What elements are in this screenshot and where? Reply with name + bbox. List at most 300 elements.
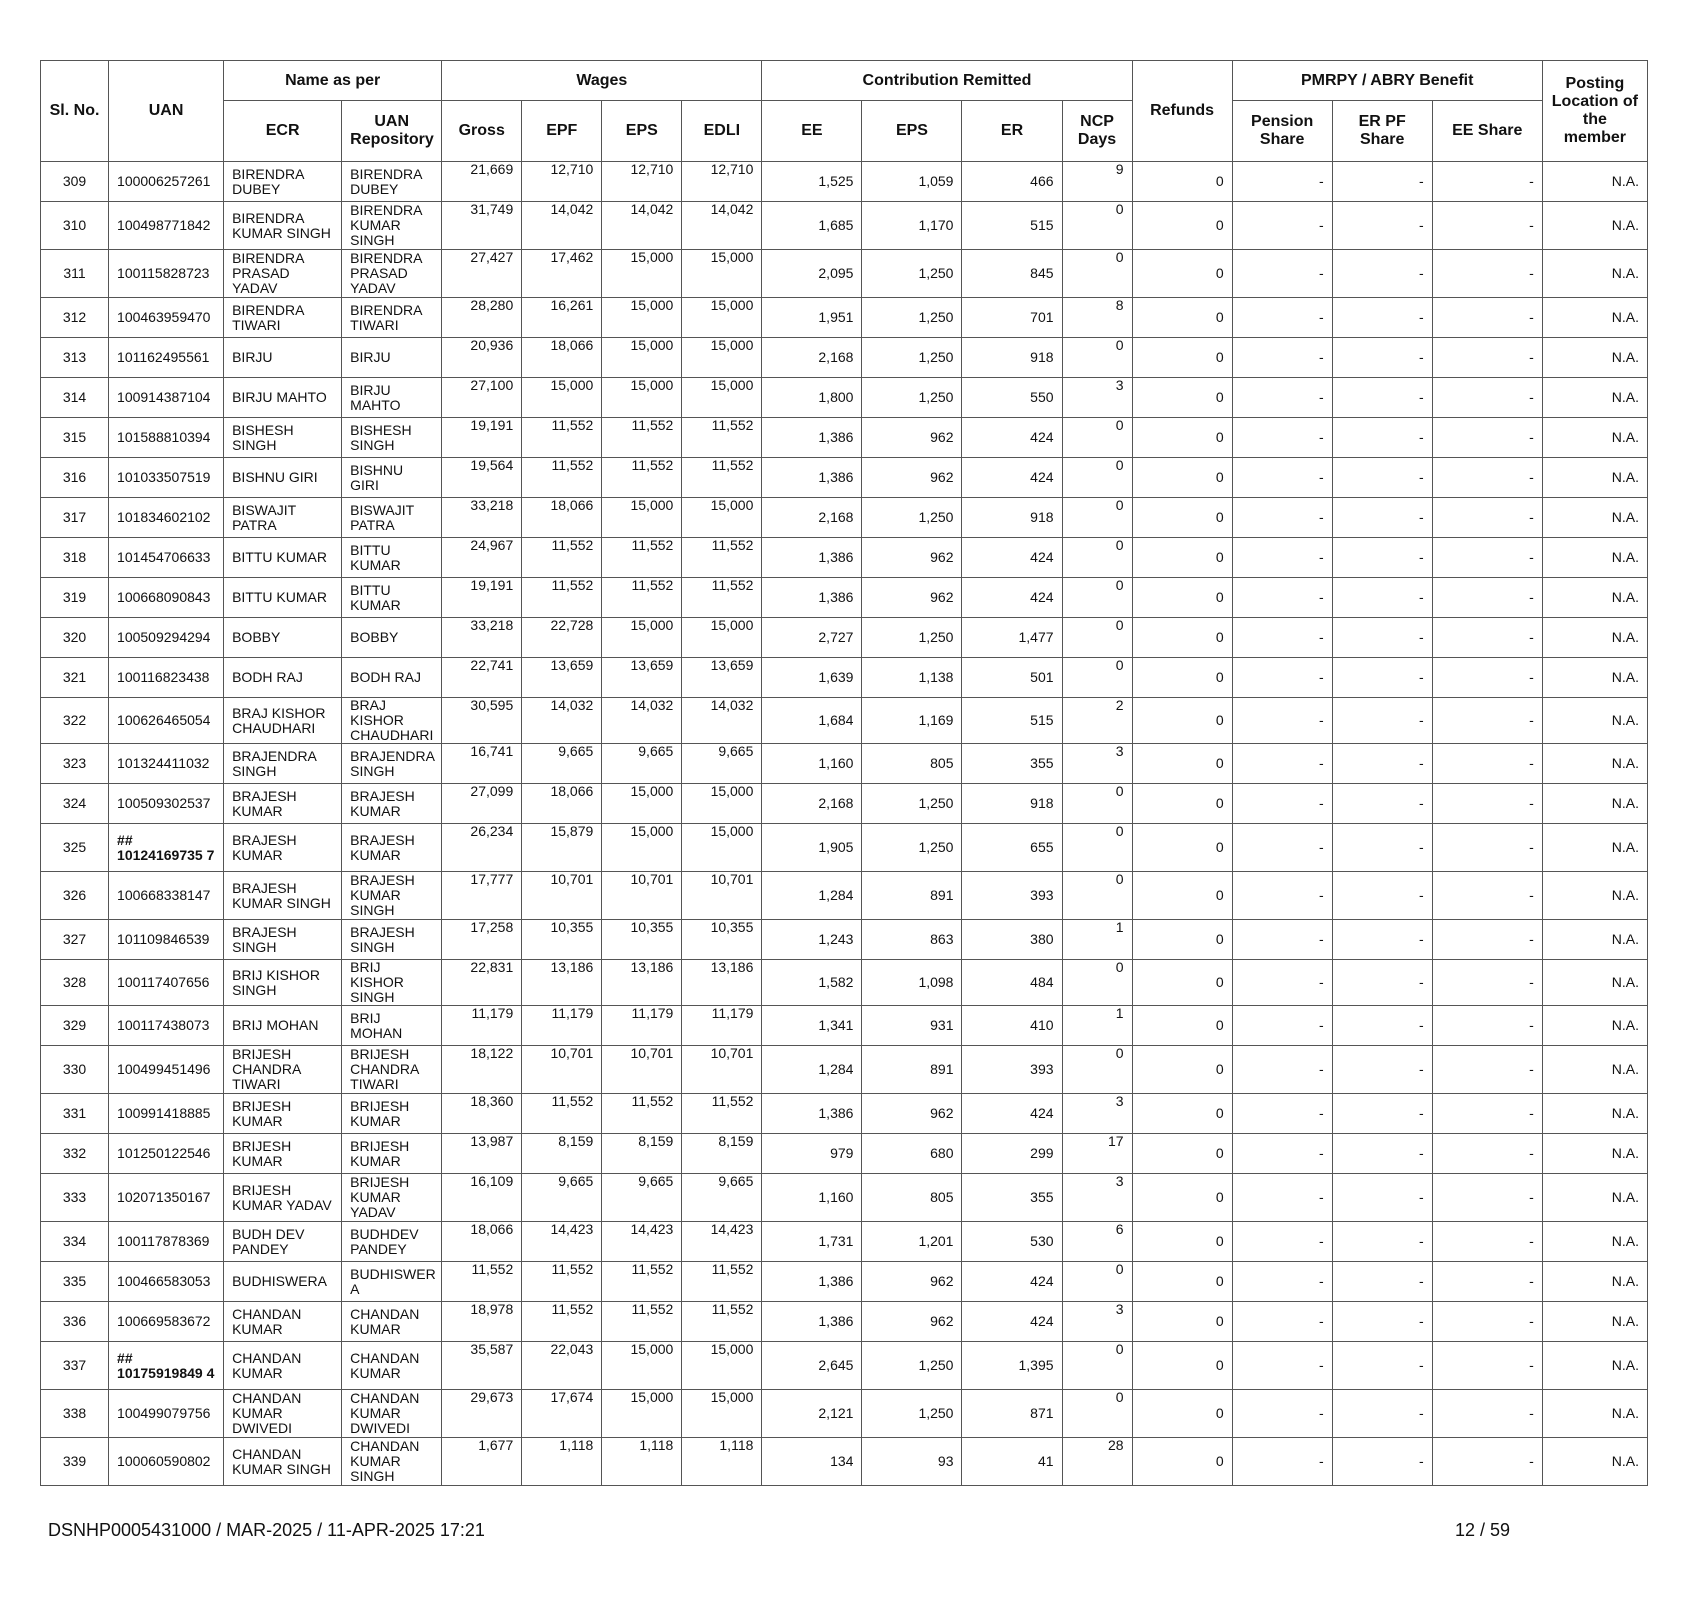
row-pension-share: - [1232,162,1332,202]
row-pension-share: - [1232,1390,1332,1438]
row-name-ecr: BISHESH SINGH [224,418,342,458]
row-name-uan-repository: CHANDAN KUMAR [342,1342,442,1390]
row-ee-share: - [1432,872,1542,920]
row-edli: 15,000 [682,1390,762,1438]
row-edli: 11,552 [682,578,762,618]
row-posting-location: N.A. [1542,1438,1647,1486]
table-row [41,824,1648,872]
row-contribution-eps: 863 [862,920,962,960]
row-uan: 101454706633 [109,538,224,578]
row-wages-eps: 11,552 [602,1302,682,1342]
row-ncp-days: 0 [1062,538,1132,578]
row-name-ecr: BUDHISWERA [224,1262,342,1302]
row-contribution-eps: 1,250 [862,298,962,338]
header-name-as-per: Name as per [224,61,442,101]
row-sl-no: 328 [41,960,109,1006]
row-ee-share: - [1432,538,1542,578]
row-gross: 26,234 [442,824,522,872]
row-er-pf-share: - [1332,378,1432,418]
row-name-ecr: BUDH DEV PANDEY [224,1222,342,1262]
row-name-uan-repository: BIRENDRA DUBEY [342,162,442,202]
row-edli: 8,159 [682,1134,762,1174]
row-sl-no: 335 [41,1262,109,1302]
row-uan: 100914387104 [109,378,224,418]
row-er-pf-share: - [1332,418,1432,458]
row-refunds: 0 [1132,458,1232,498]
row-refunds: 0 [1132,338,1232,378]
row-gross: 18,978 [442,1302,522,1342]
row-name-ecr: BRAJESH KUMAR [224,784,342,824]
row-er: 424 [962,418,1062,458]
row-ncp-days: 0 [1062,784,1132,824]
row-epf: 13,186 [522,960,602,1006]
row-pension-share: - [1232,538,1332,578]
row-uan: 100117878369 [109,1222,224,1262]
row-contribution-eps: 962 [862,418,962,458]
table-row [41,378,1648,418]
row-ncp-days: 0 [1062,1342,1132,1390]
row-name-ecr: BRAJESH KUMAR [224,824,342,872]
row-sl-no: 334 [41,1222,109,1262]
row-pension-share: - [1232,1134,1332,1174]
row-name-uan-repository: CHANDAN KUMAR DWIVEDI [342,1390,442,1438]
row-uan: 100668090843 [109,578,224,618]
row-edli: 13,659 [682,658,762,698]
row-ncp-days: 0 [1062,202,1132,250]
row-name-uan-repository: BIRJU MAHTO [342,378,442,418]
row-name-ecr: BRAJESH KUMAR SINGH [224,872,342,920]
row-name-uan-repository: BRAJESH KUMAR [342,824,442,872]
row-sl-no: 311 [41,250,109,298]
row-ncp-days: 0 [1062,960,1132,1006]
row-pension-share: - [1232,498,1332,538]
row-sl-no: 333 [41,1174,109,1222]
row-gross: 27,427 [442,250,522,298]
row-name-ecr: BRIJESH KUMAR [224,1134,342,1174]
row-contribution-eps: 1,250 [862,1390,962,1438]
row-ee: 1,951 [762,298,862,338]
row-contribution-eps: 1,138 [862,658,962,698]
row-wages-eps: 15,000 [602,1342,682,1390]
row-wages-eps: 11,552 [602,1262,682,1302]
row-name-ecr: BRIJESH KUMAR [224,1094,342,1134]
row-epf: 11,552 [522,458,602,498]
row-contribution-eps: 962 [862,1262,962,1302]
row-ncp-days: 0 [1062,418,1132,458]
row-pension-share: - [1232,1046,1332,1094]
row-ncp-days: 8 [1062,298,1132,338]
row-gross: 11,179 [442,1006,522,1046]
row-edli: 14,042 [682,202,762,250]
row-posting-location: N.A. [1542,824,1647,872]
row-sl-no: 337 [41,1342,109,1390]
row-epf: 11,552 [522,1302,602,1342]
row-gross: 20,936 [442,338,522,378]
row-er: 299 [962,1134,1062,1174]
row-ee-share: - [1432,578,1542,618]
row-gross: 18,360 [442,1094,522,1134]
row-gross: 21,669 [442,162,522,202]
row-er: 515 [962,698,1062,744]
row-er: 393 [962,1046,1062,1094]
table-row [41,784,1648,824]
row-contribution-eps: 1,170 [862,202,962,250]
row-posting-location: N.A. [1542,458,1647,498]
row-ee: 1,243 [762,920,862,960]
row-uan: 101250122546 [109,1134,224,1174]
row-posting-location: N.A. [1542,1222,1647,1262]
row-er: 871 [962,1390,1062,1438]
row-sl-no: 323 [41,744,109,784]
table-row [41,744,1648,784]
row-wages-eps: 14,042 [602,202,682,250]
row-epf: 11,179 [522,1006,602,1046]
row-edli: 10,701 [682,872,762,920]
table-row [41,298,1648,338]
row-refunds: 0 [1132,920,1232,960]
row-uan: 100509302537 [109,784,224,824]
row-posting-location: N.A. [1542,1302,1647,1342]
row-posting-location: N.A. [1542,250,1647,298]
row-name-uan-repository: BRIJ MOHAN [342,1006,442,1046]
row-epf: 10,355 [522,920,602,960]
row-edli: 15,000 [682,618,762,658]
row-gross: 19,191 [442,578,522,618]
table-row [41,1390,1648,1438]
table-row [41,458,1648,498]
row-edli: 11,552 [682,418,762,458]
row-er-pf-share: - [1332,960,1432,1006]
row-uan: 100499079756 [109,1390,224,1438]
row-ncp-days: 1 [1062,920,1132,960]
table-row [41,1174,1648,1222]
table-row [41,338,1648,378]
row-er-pf-share: - [1332,338,1432,378]
row-wages-eps: 9,665 [602,1174,682,1222]
row-uan: 101834602102 [109,498,224,538]
row-epf: 12,710 [522,162,602,202]
row-ncp-days: 17 [1062,1134,1132,1174]
header-gross: Gross [442,101,522,162]
row-er-pf-share: - [1332,1134,1432,1174]
row-er: 1,395 [962,1342,1062,1390]
row-gross: 22,831 [442,960,522,1006]
row-ee-share: - [1432,698,1542,744]
header-ecr: ECR [224,101,342,162]
row-ee-share: - [1432,744,1542,784]
row-name-ecr: CHANDAN KUMAR DWIVEDI [224,1390,342,1438]
table-row [41,162,1648,202]
row-refunds: 0 [1132,658,1232,698]
row-pension-share: - [1232,1262,1332,1302]
row-name-uan-repository: BRAJ KISHOR CHAUDHARI [342,698,442,744]
row-name-ecr: BIRENDRA DUBEY [224,162,342,202]
row-ee-share: - [1432,1262,1542,1302]
row-pension-share: - [1232,202,1332,250]
row-sl-no: 339 [41,1438,109,1486]
row-er-pf-share: - [1332,1094,1432,1134]
row-name-ecr: BISWAJIT PATRA [224,498,342,538]
row-sl-no: 331 [41,1094,109,1134]
row-wages-eps: 15,000 [602,250,682,298]
row-er: 424 [962,578,1062,618]
row-uan: 100006257261 [109,162,224,202]
row-er: 424 [962,458,1062,498]
row-wages-eps: 11,179 [602,1006,682,1046]
row-name-uan-repository: BODH RAJ [342,658,442,698]
row-er: 530 [962,1222,1062,1262]
row-ncp-days: 2 [1062,698,1132,744]
row-contribution-eps: 1,250 [862,824,962,872]
row-wages-eps: 15,000 [602,498,682,538]
row-posting-location: N.A. [1542,578,1647,618]
row-contribution-eps: 962 [862,578,962,618]
row-posting-location: N.A. [1542,418,1647,458]
row-ee: 2,095 [762,250,862,298]
row-er-pf-share: - [1332,744,1432,784]
row-wages-eps: 14,423 [602,1222,682,1262]
row-er: 355 [962,1174,1062,1222]
row-sl-no: 324 [41,784,109,824]
row-er-pf-share: - [1332,298,1432,338]
row-gross: 18,066 [442,1222,522,1262]
row-edli: 15,000 [682,1342,762,1390]
row-wages-eps: 11,552 [602,1094,682,1134]
row-ncp-days: 0 [1062,618,1132,658]
row-edli: 11,552 [682,1302,762,1342]
row-er: 355 [962,744,1062,784]
row-er-pf-share: - [1332,1262,1432,1302]
row-pension-share: - [1232,1342,1332,1390]
row-ee: 1,731 [762,1222,862,1262]
table-row [41,920,1648,960]
table-row [41,960,1648,1006]
row-pension-share: - [1232,1006,1332,1046]
row-ee: 1,386 [762,1302,862,1342]
row-er-pf-share: - [1332,1222,1432,1262]
row-posting-location: N.A. [1542,498,1647,538]
row-ncp-days: 1 [1062,1006,1132,1046]
row-gross: 22,741 [442,658,522,698]
row-refunds: 0 [1132,1222,1232,1262]
row-posting-location: N.A. [1542,1342,1647,1390]
row-uan: 100991418885 [109,1094,224,1134]
row-refunds: 0 [1132,578,1232,618]
row-refunds: 0 [1132,538,1232,578]
row-gross: 27,099 [442,784,522,824]
row-edli: 15,000 [682,298,762,338]
row-uan: ## 10124169735 7 [109,824,224,872]
row-pension-share: - [1232,744,1332,784]
table-row [41,202,1648,250]
row-wages-eps: 15,000 [602,378,682,418]
row-gross: 19,564 [442,458,522,498]
row-er: 424 [962,1302,1062,1342]
row-uan: 100117407656 [109,960,224,1006]
header-ncp-days: NCP Days [1062,101,1132,162]
row-posting-location: N.A. [1542,698,1647,744]
row-name-uan-repository: BRIJESH CHANDRA TIWARI [342,1046,442,1094]
row-posting-location: N.A. [1542,298,1647,338]
row-pension-share: - [1232,1094,1332,1134]
row-gross: 17,258 [442,920,522,960]
row-sl-no: 313 [41,338,109,378]
row-contribution-eps: 93 [862,1438,962,1486]
row-name-ecr: BRIJ KISHOR SINGH [224,960,342,1006]
row-name-ecr: BIRENDRA TIWARI [224,298,342,338]
row-epf: 1,118 [522,1438,602,1486]
table-row [41,1342,1648,1390]
row-ee-share: - [1432,1134,1542,1174]
row-ee: 134 [762,1438,862,1486]
row-wages-eps: 11,552 [602,578,682,618]
row-name-ecr: BIRENDRA KUMAR SINGH [224,202,342,250]
row-refunds: 0 [1132,1302,1232,1342]
row-ncp-days: 3 [1062,1302,1132,1342]
row-ee-share: - [1432,824,1542,872]
row-name-ecr: BRAJENDRA SINGH [224,744,342,784]
row-gross: 19,191 [442,418,522,458]
row-contribution-eps: 962 [862,458,962,498]
row-posting-location: N.A. [1542,202,1647,250]
row-er-pf-share: - [1332,1302,1432,1342]
row-sl-no: 322 [41,698,109,744]
row-contribution-eps: 891 [862,1046,962,1094]
header-sl-no: Sl. No. [41,61,109,162]
row-gross: 16,741 [442,744,522,784]
row-refunds: 0 [1132,1262,1232,1302]
row-er: 501 [962,658,1062,698]
row-ncp-days: 0 [1062,458,1132,498]
row-ee-share: - [1432,658,1542,698]
row-uan: 100466583053 [109,1262,224,1302]
row-sl-no: 330 [41,1046,109,1094]
row-name-uan-repository: BRIJ KISHOR SINGH [342,960,442,1006]
row-sl-no: 318 [41,538,109,578]
row-edli: 14,032 [682,698,762,744]
table-row [41,498,1648,538]
table-row [41,1046,1648,1094]
row-sl-no: 314 [41,378,109,418]
row-ncp-days: 0 [1062,338,1132,378]
table-row [41,698,1648,744]
row-ee-share: - [1432,498,1542,538]
row-er: 845 [962,250,1062,298]
row-epf: 11,552 [522,1094,602,1134]
row-gross: 33,218 [442,618,522,658]
row-wages-eps: 13,186 [602,960,682,1006]
row-contribution-eps: 1,059 [862,162,962,202]
row-refunds: 0 [1132,1006,1232,1046]
row-sl-no: 338 [41,1390,109,1438]
row-edli: 15,000 [682,378,762,418]
row-name-uan-repository: BRAJESH KUMAR SINGH [342,872,442,920]
row-sl-no: 336 [41,1302,109,1342]
row-pension-share: - [1232,378,1332,418]
row-ee-share: - [1432,338,1542,378]
row-ee-share: - [1432,250,1542,298]
row-uan: 100463959470 [109,298,224,338]
row-epf: 22,043 [522,1342,602,1390]
row-ee-share: - [1432,298,1542,338]
row-edli: 10,355 [682,920,762,960]
row-ncp-days: 3 [1062,1174,1132,1222]
row-pension-share: - [1232,338,1332,378]
row-name-ecr: BIRJU [224,338,342,378]
row-gross: 30,595 [442,698,522,744]
row-uan: 100509294294 [109,618,224,658]
row-posting-location: N.A. [1542,658,1647,698]
row-contribution-eps: 1,169 [862,698,962,744]
row-edli: 9,665 [682,1174,762,1222]
row-er-pf-share: - [1332,1006,1432,1046]
row-epf: 22,728 [522,618,602,658]
row-ee-share: - [1432,1390,1542,1438]
row-er: 410 [962,1006,1062,1046]
row-er-pf-share: - [1332,162,1432,202]
row-edli: 1,118 [682,1438,762,1486]
row-wages-eps: 15,000 [602,338,682,378]
row-name-uan-repository: BRIJESH KUMAR [342,1094,442,1134]
row-ee: 1,386 [762,1262,862,1302]
row-ncp-days: 9 [1062,162,1132,202]
row-gross: 24,967 [442,538,522,578]
row-name-uan-repository: BIRENDRA TIWARI [342,298,442,338]
row-ee: 1,905 [762,824,862,872]
row-posting-location: N.A. [1542,1006,1647,1046]
row-ee: 1,639 [762,658,862,698]
row-name-uan-repository: BIRENDRA KUMAR SINGH [342,202,442,250]
row-edli: 11,179 [682,1006,762,1046]
row-gross: 33,218 [442,498,522,538]
row-epf: 14,032 [522,698,602,744]
row-refunds: 0 [1132,1174,1232,1222]
row-wages-eps: 15,000 [602,618,682,658]
row-epf: 11,552 [522,578,602,618]
row-epf: 11,552 [522,538,602,578]
row-ncp-days: 0 [1062,872,1132,920]
row-name-ecr: BISHNU GIRI [224,458,342,498]
row-posting-location: N.A. [1542,1046,1647,1094]
row-ncp-days: 3 [1062,378,1132,418]
row-gross: 28,280 [442,298,522,338]
row-ee: 1,386 [762,578,862,618]
row-posting-location: N.A. [1542,1262,1647,1302]
row-gross: 17,777 [442,872,522,920]
row-posting-location: N.A. [1542,1390,1647,1438]
row-edli: 14,423 [682,1222,762,1262]
row-name-ecr: BOBBY [224,618,342,658]
row-sl-no: 317 [41,498,109,538]
row-ee-share: - [1432,784,1542,824]
row-er: 701 [962,298,1062,338]
row-pension-share: - [1232,698,1332,744]
row-er: 918 [962,784,1062,824]
row-er-pf-share: - [1332,1438,1432,1486]
row-edli: 15,000 [682,338,762,378]
row-er-pf-share: - [1332,824,1432,872]
row-name-ecr: CHANDAN KUMAR [224,1302,342,1342]
row-refunds: 0 [1132,418,1232,458]
row-sl-no: 310 [41,202,109,250]
row-name-uan-repository: BRAJESH KUMAR [342,784,442,824]
row-ncp-days: 0 [1062,658,1132,698]
row-posting-location: N.A. [1542,538,1647,578]
row-wages-eps: 9,665 [602,744,682,784]
header-contribution-remitted: Contribution Remitted [762,61,1132,101]
row-er-pf-share: - [1332,202,1432,250]
row-er: 424 [962,1262,1062,1302]
